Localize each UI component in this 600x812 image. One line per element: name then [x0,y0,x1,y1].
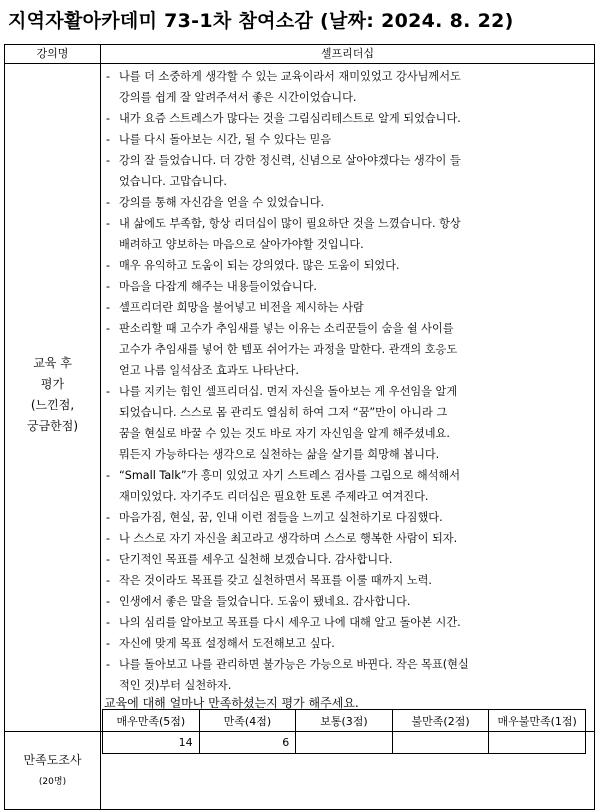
list-item: - 작은 것이라도 목표를 갖고 실천하면서 목표를 이룰 때까지 노력. [103,570,591,591]
rating-header: 매우만족(5점) [103,710,200,732]
rating-header: 불만족(2점) [392,710,489,732]
list-item: - 나를 돌아보고 나를 관리하면 불가능은 가능으로 바뀐다. 작은 목표(현실 적인 것)부터 실천하자. [103,654,591,696]
list-item: - 인생에서 좋은 말을 들었습니다. 도움이 됐네요. 감사합니다. [103,591,591,612]
list-item: - 강의를 통해 자신감을 얻을 수 있었습니다. [103,192,591,213]
list-item: - 매우 유익하고 도움이 되는 강의였다. 많은 도움이 되었다. [103,255,591,276]
list-item: - 나를 지키는 힘인 셀프리더십. 먼저 자신을 돌아보는 게 우선임을 알게 되었습니다. 스스로 몸 관리도 열심히 하여 그저 “꿈”만이 아니라 그 꿈을 현실로 바꿀 수 있는 것도 바로 자기 자신임을 알게 해주셨네요. 뭐든지 가능하다는 생각으로 실천하는 삶을 살기를 희망해 봅니다. [103,381,591,465]
list-item: - 나 스스로 자기 자신을 최고라고 생각하며 스스로 행복한 사람이 되자. [103,528,591,549]
list-item: - 강의 잘 들었습니다. 더 강한 정신력, 신념으로 살아야겠다는 생각이 들 었습니다. 고맙습니다. [103,150,591,192]
satisfaction-table [102,709,586,754]
rating-header: 매우불만족(1점) [489,710,586,732]
evaluation-label: 교육 후 평가 (느낀점, 궁금한점) [26,356,79,433]
list-item: - 단기적인 목표를 세우고 실천해 보겠습니다. 감사합니다. [103,549,591,570]
table-row [103,710,586,732]
page-title: 지역자활아카데미 73-1차 참여소감 (날짜: 2024. 8. 22) [8,10,514,32]
list-item: - 판소리할 때 고수가 추임새를 넣는 이유는 소리꾼들이 숨을 쉴 사이를 고수가 추임새를 넣어 한 템포 쉬어가는 과정을 말한다. 관객의 호응도 얻고 나름 일석삼조 효과도 나타난다. [103,318,591,381]
list-item: - 셀프리더란 희망을 불어넣고 비전을 제시하는 사람 [103,297,591,318]
table-row [103,732,586,754]
respondent-count: (20명) [38,777,67,787]
header-divider [5,63,594,64]
list-item: - 마음을 다잡게 해주는 내용들이었습니다. [103,276,591,297]
rating-count [296,732,393,754]
rating-count [392,732,489,754]
list-item: - 나를 다시 돌아보는 시간, 될 수 있다는 믿음 [103,129,591,150]
satisfaction-question: 교육에 대해 얼마나 만족하셨는지 평가 해주세요. [104,696,359,710]
course-name: 셀프리더십 [320,47,375,60]
feedback-list [103,66,591,696]
list-item: - 내 삶에도 부족함, 항상 리더십이 많이 필요하단 것을 느꼈습니다. 항상 배려하고 양보하는 마음으로 살아가야할 것입니다. [103,213,591,255]
list-item: - 마음가짐, 현실, 꿈, 인내 이런 점들을 느끼고 실천하기로 다짐했다. [103,507,591,528]
list-item: - 내가 요즘 스트레스가 많다는 것을 그림심리테스트로 알게 되었습니다. [103,108,591,129]
rating-count: 14 [103,732,200,754]
column-divider [100,45,101,809]
rating-count [489,732,586,754]
rating-header: 만족(4점) [199,710,296,732]
list-item: - 나를 더 소중하게 생각할 수 있는 교육이라서 재미있었고 강사님께서도 강의를 쉽게 잘 알려주셔서 좋은 시간이었습니다. [103,66,591,108]
satisfaction-label: 만족도조사 (20명) [5,751,100,791]
list-item: - “Small Talk”가 흥미 있었고 자기 스트레스 검사를 그림으로 해석해서 재미있었다. 자기주도 리더십은 필요한 토론 주제라고 여겨진다. [103,465,591,507]
list-item: - 나의 심리를 알아보고 목표를 다시 세우고 나에 대해 알고 돌아본 시간. [103,612,591,633]
rating-header: 보통(3점) [296,710,393,732]
rating-count: 6 [199,732,296,754]
course-header: 강의명 [36,47,69,60]
list-item: - 자신에 맞게 목표 설정해서 도전해보고 싶다. [103,633,591,654]
